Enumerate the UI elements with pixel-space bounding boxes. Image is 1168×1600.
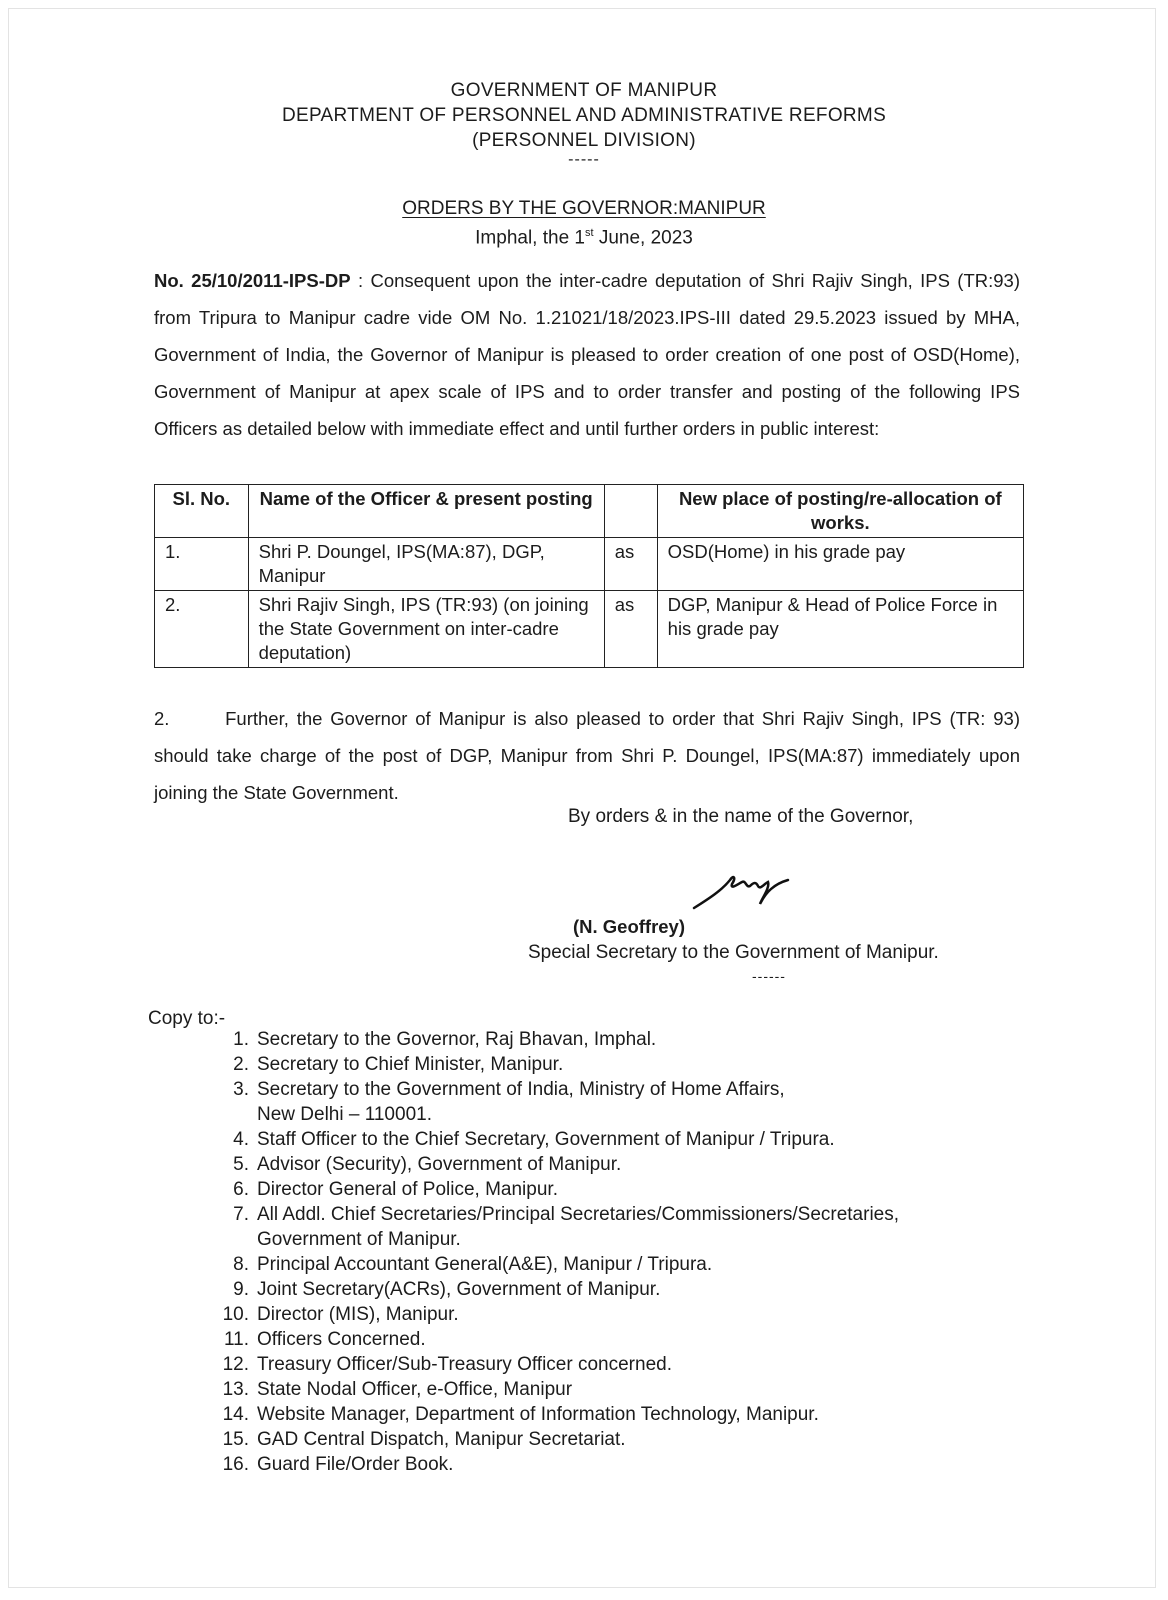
para2-text: Further, the Governor of Manipur is also pleased to order that Shri Rajiv Singh, IPS (TR: 93) should take charge of the post of DGP, Manipur from Shri P. Doungel, IPS(MA:87) immediately upon joining the State Government. [154,708,1021,803]
list-item: 16. Guard File/Order Book. [222,1454,454,1475]
list-item: 11. Officers Concerned. [223,1329,426,1350]
row-as: as [604,591,657,668]
copy-to-list [215,1027,1015,1477]
place-date-prefix: Imphal, the 1 [475,227,585,249]
list-item: 13. State Nodal Officer, e-Office, Manipur [222,1379,573,1400]
row-as: as [604,538,657,591]
signature-image [690,868,810,916]
list-item: 6. Director General of Police, Manipur. [233,1179,558,1200]
row-sl: 1. [155,538,249,591]
row-new-place: DGP, Manipur & Head of Police Force in his grade pay [657,591,1023,668]
table-row [155,591,1024,668]
signature-separator: ------ [752,968,786,984]
posting-table [154,484,1024,668]
order-paragraph [154,262,1020,447]
table-row [155,538,1024,591]
list-item: 4. Staff Officer to the Chief Secretary, Government of Manipur / Tripura. [233,1129,835,1150]
list-item: 3. Secretary to the Government of India, Ministry of Home Affairs, New Delhi – 110001. [233,1079,785,1125]
orders-heading [0,197,1168,250]
list-item: 8. Principal Accountant General(A&E), Manipur / Tripura. [233,1254,713,1275]
row-sl: 2. [155,591,249,668]
copy-to-label: Copy to:- [148,1008,226,1029]
header-division: (PERSONNEL DIVISION) [472,130,696,151]
order-text: : Consequent upon the inter-cadre deputation of Shri Rajiv Singh, IPS (TR:93) from Tripura to Manipur cadre vide OM No. 1.21021/18/2023.IPS-III dated 29.5.2023 issued by MHA, Government of India, the Governor of Manipur is pleased to order creation of one post of OSD(Home), Government of Manipur at apex scale of IPS and to order transfer and posting of the following IPS Officers as detailed below with immediate effect and until further orders in public interest: [154,270,1020,439]
place-date [0,221,1168,250]
header-department: DEPARTMENT OF PERSONNEL AND ADMINISTRATIVE REFORMS [281,105,887,126]
list-item: 15. GAD Central Dispatch, Manipur Secretariat. [222,1429,626,1450]
list-item: 10. Director (MIS), Manipur. [222,1304,459,1325]
row-officer: Shri Rajiv Singh, IPS (TR:93) (on joining the State Government on inter-cadre deputation) [248,591,604,668]
header-new-place: New place of posting/re-allocation of works. [657,485,1023,538]
signatory-name: (N. Geoffrey) [572,916,686,937]
by-orders-text: By orders & in the name of the Governor, [568,806,914,827]
list-item: 2. Secretary to Chief Minister, Manipur. [233,1054,564,1075]
header-sl-no: Sl. No. [155,485,249,538]
orders-title: ORDERS BY THE GOVERNOR:MANIPUR [402,198,766,219]
list-item: 5. Advisor (Security), Government of Manipur. [233,1154,622,1175]
row-new-place: OSD(Home) in his grade pay [657,538,1023,591]
date-superscript: st [584,227,594,239]
table-header-row [155,485,1024,538]
signatory-designation: Special Secretary to the Government of Manipur. [528,942,939,963]
row-officer: Shri P. Doungel, IPS(MA:87), DGP, Manipur [248,538,604,591]
list-item: 7. All Addl. Chief Secretaries/Principal Secretaries/Commissioners/Secretaries, Government of Manipur. [233,1204,900,1250]
header-officer-name: Name of the Officer & present posting [248,485,604,538]
para2-number: 2. [154,708,170,729]
order-number: No. 25/10/2011-IPS-DP [154,270,351,291]
letterhead [0,78,1168,167]
header-as [604,485,657,538]
list-item: 9. Joint Secretary(ACRs), Government of Manipur. [233,1279,661,1300]
header-separator: ----- [568,151,600,168]
list-item: 1. Secretary to the Governor, Raj Bhavan, Imphal. [233,1029,657,1050]
paragraph-2 [154,700,1020,811]
list-item: 12. Treasury Officer/Sub-Treasury Officer concerned. [222,1354,672,1375]
header-government: GOVERNMENT OF MANIPUR [450,80,718,101]
place-date-suffix: June, 2023 [593,227,693,249]
list-item: 14. Website Manager, Department of Information Technology, Manipur. [222,1404,819,1425]
